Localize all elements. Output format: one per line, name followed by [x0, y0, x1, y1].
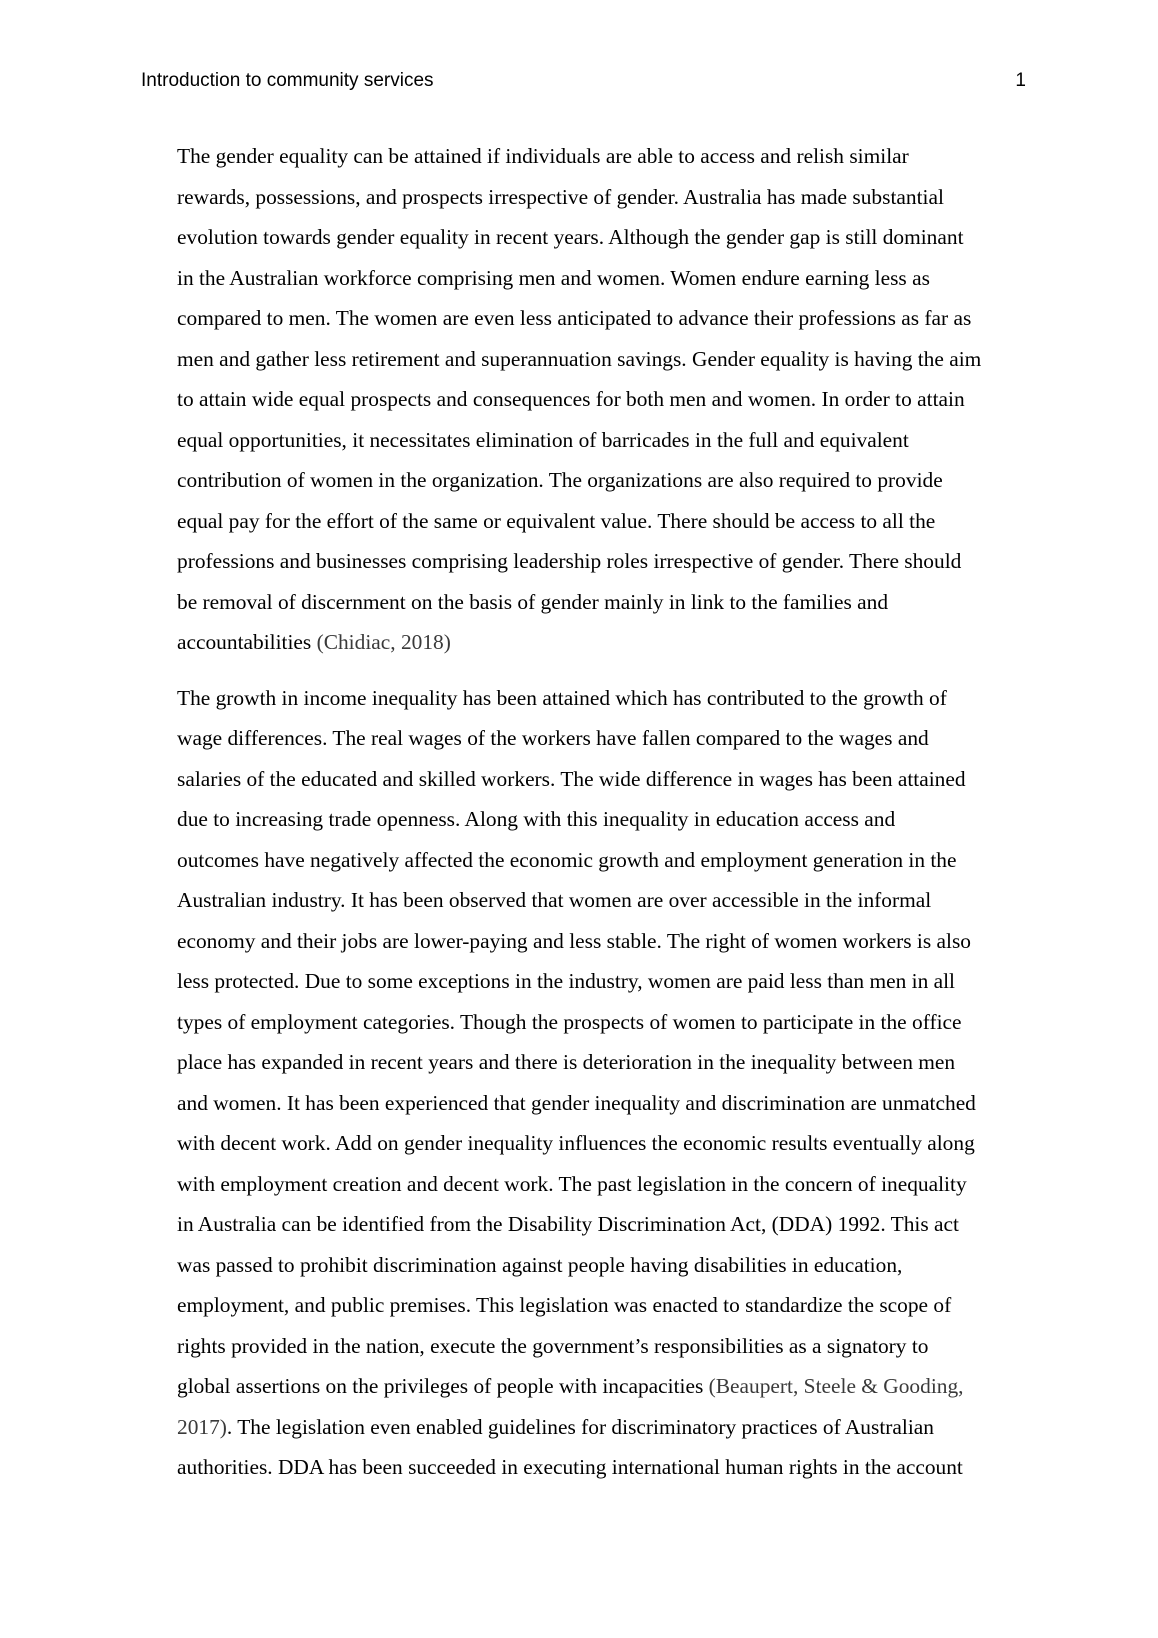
text-line: employment, and public premises. This legislation was enacted to standardize the scope of [177, 1293, 952, 1317]
text-line: in Australia can be identified from the Disability Discrimination Act, (DDA) 1992. This act [177, 1212, 959, 1236]
text-line: equal opportunities, it necessitates elimination of barricades in the full and equivalent [177, 427, 909, 452]
text-line: in the Australian workforce comprising men and women. Women endure earning less as [177, 265, 930, 290]
text-line: place has expanded in recent years and there is deterioration in the inequality between men [177, 1050, 956, 1074]
text-line [141, 1366, 1026, 1407]
text-line: less protected. Due to some exceptions in the industry, women are paid less than men in all [177, 969, 955, 993]
text-run: . The legislation even enabled guidelines for discriminatory practices of Australian [226, 1414, 934, 1439]
page-number: 1 [1015, 70, 1026, 91]
page-header [141, 70, 1026, 94]
citation-continued: 2017) [177, 1414, 227, 1439]
text-run: accountabilities [177, 630, 317, 654]
text-line [141, 1407, 1026, 1448]
text-run: global assertions on the privileges of people with incapacities [177, 1374, 709, 1398]
text-line: compared to men. The women are even less anticipated to advance their professions as far as [177, 306, 972, 330]
text-line: due to increasing trade openness. Along with this inequality in education access and [177, 807, 896, 831]
paragraph-gender-equality [141, 136, 1026, 663]
text-line: with decent work. Add on gender inequality influences the economic results eventually along [177, 1131, 975, 1155]
text-line: be removal of discernment on the basis of gender mainly in link to the families and [177, 589, 889, 614]
text-line: salaries of the educated and skilled workers. The wide difference in wages has been attained [177, 766, 966, 791]
text-line: equal pay for the effort of the same or equivalent value. There should be access to all the [177, 508, 936, 533]
citation: (Chidiac, 2018) [316, 630, 451, 654]
text-line: professions and businesses comprising leadership roles irrespective of gender. There should [177, 549, 962, 573]
text-line: economy and their jobs are lower-paying and less stable. The right of women workers is also [177, 928, 971, 953]
text-line: Australian industry. It has been observed that women are over accessible in the informal [177, 888, 932, 912]
text-line [141, 622, 1026, 663]
paragraph-income-inequality [141, 678, 1026, 1488]
text-line: wage differences. The real wages of the workers have fallen compared to the wages and [177, 726, 929, 750]
text-line: rewards, possessions, and prospects irrespective of gender. Australia has made substantial [177, 184, 944, 209]
body-text [141, 136, 1026, 1503]
text-line: was passed to prohibit discrimination against people having disabilities in education, [177, 1252, 903, 1277]
text-line: men and gather less retirement and superannuation savings. Gender equality is having the aim [177, 346, 982, 371]
text-line: and women. It has been experienced that gender inequality and discrimination are unmatched [177, 1090, 976, 1115]
text-line: rights provided in the nation, execute the government’s responsibilities as a signatory to [177, 1333, 929, 1358]
text-line: evolution towards gender equality in recent years. Although the gender gap is still dominant [177, 225, 964, 249]
text-line: contribution of women in the organization. The organizations are also required to provide [177, 468, 943, 492]
text-line: to attain wide equal prospects and consequences for both men and women. In order to attain [177, 387, 965, 411]
text-line: The gender equality can be attained if individuals are able to access and relish similar [177, 144, 909, 168]
text-line: outcomes have negatively affected the economic growth and employment generation in the [177, 847, 957, 872]
text-line: types of employment categories. Though the prospects of women to participate in the office [177, 1009, 962, 1034]
citation: (Beaupert, Steele & Gooding, [708, 1374, 964, 1398]
text-line: with employment creation and decent work. The past legislation in the concern of inequality [177, 1171, 967, 1196]
text-line: authorities. DDA has been succeeded in executing international human rights in the account [177, 1455, 963, 1479]
running-head: Introduction to community services [141, 70, 434, 91]
text-line: The growth in income inequality has been attained which has contributed to the growth of [177, 685, 947, 710]
